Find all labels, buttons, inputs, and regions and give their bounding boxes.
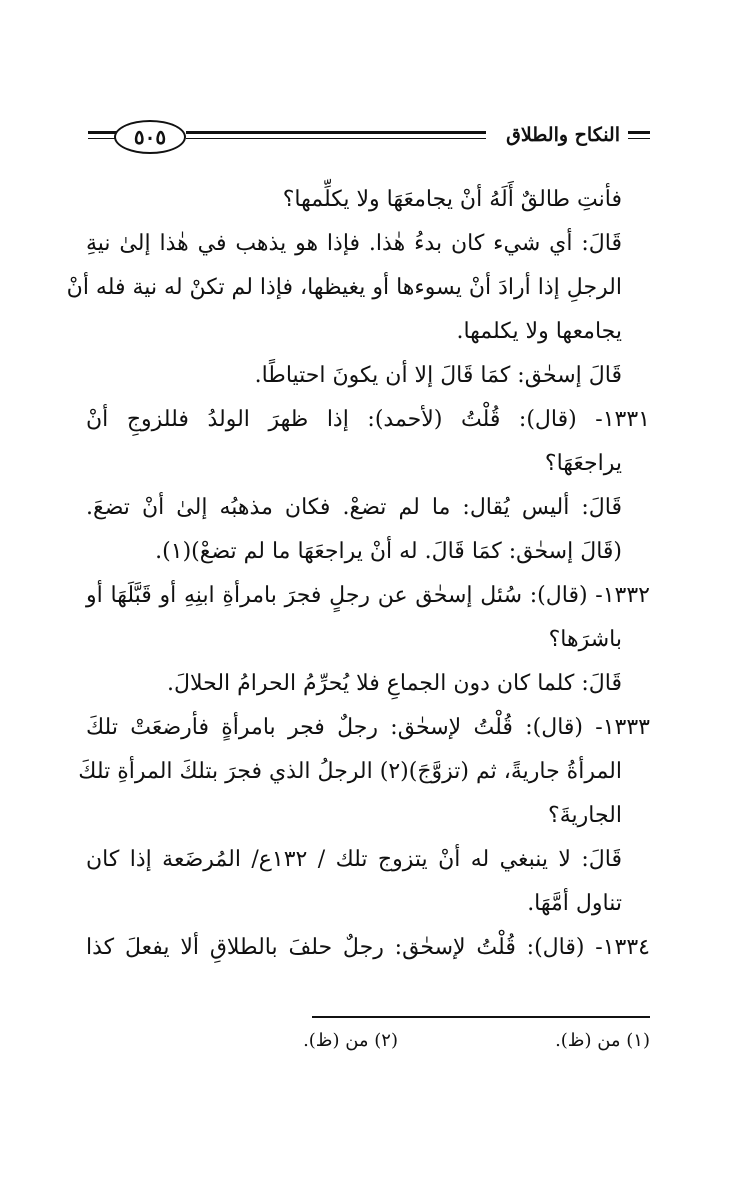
text-line: قَالَ: أليس يُقال: ما لم تضعْ. فكان مذهبُه إلىٰ أنْ تضعَ. bbox=[86, 495, 622, 520]
footnote-separator bbox=[312, 1016, 650, 1018]
text-line: تناول أمَّهَا. bbox=[527, 891, 622, 916]
entry-1334-line: ١٣٣٤- (قال): قُلْتُ لإسحٰق: رجلٌ حلفَ بالطلاقِ ألا يفعلَ كذا bbox=[86, 935, 650, 960]
page-body bbox=[66, 178, 650, 970]
text-line: (قَالَ إسحٰق: كمَا قَالَ. له أنْ يراجعَهَا ما لم تضعْ)(١). bbox=[155, 539, 622, 564]
text-line: المرأةُ جاريةً، ثم (تزوَّجَ)(٢) الرجلُ الذي فجرَ بتلكَ المرأةِ تلكَ bbox=[78, 759, 622, 784]
header-rule-end-thin bbox=[628, 138, 650, 139]
footnote-1: (١) من (ظ). bbox=[555, 1030, 650, 1051]
footnote-2: (٢) من (ظ). bbox=[303, 1030, 398, 1051]
text-line: قَالَ: أي شيء كان بدءُ هٰذا. فإذا هو يذهب في هٰذا إلىٰ نيةِ bbox=[86, 231, 622, 256]
entry-1332-line: ١٣٣٢- (قال): سُئل إسحٰق عن رجلٍ فجرَ بامرأةِ ابنِهِ أو قَبَّلَهَا أو bbox=[86, 583, 650, 608]
header-rule-end bbox=[628, 131, 650, 134]
running-header bbox=[88, 118, 650, 154]
page-number: ٥٠٥ bbox=[114, 120, 186, 154]
entry-1333-line: ١٣٣٣- (قال): قُلْتُ لإسحٰق: رجلٌ فجر بامرأةٍ فأرضعَتْ تلكَ bbox=[86, 715, 650, 740]
text-line: يراجعَهَا؟ bbox=[544, 451, 622, 476]
footnotes bbox=[100, 1030, 650, 1064]
header-rule-right bbox=[186, 131, 486, 134]
text-line: قَالَ: لا ينبغي له أنْ يتزوج تلك / ١٣٢ع/ المُرضَعة إذا كان bbox=[86, 847, 622, 872]
text-line: الرجلِ إذا أرادَ أنْ يسوءها أو يغيظها، فإذا لم تكنْ له نية فله أنْ bbox=[66, 275, 622, 300]
text-line: باشرَها؟ bbox=[548, 627, 622, 652]
header-rule-right-thin bbox=[186, 138, 486, 139]
text-line: قَالَ: كلما كان دون الجماعِ فلا يُحرِّمُ الحرامُ الحلالَ. bbox=[167, 671, 622, 696]
text-line: فأنتِ طالقٌ أَلَهُ أنْ يجامعَهَا ولا يكلِّمها؟ bbox=[282, 187, 622, 212]
header-title: النكاح والطلاق bbox=[506, 124, 620, 146]
text-line: يجامعها ولا يكلمها. bbox=[456, 319, 622, 344]
text-line: قَالَ إسحٰق: كمَا قَالَ إلا أن يكونَ احتياطًا. bbox=[254, 363, 622, 388]
entry-1331-line: ١٣٣١- (قال): قُلْتُ (لأحمد): إذا ظهرَ الولدُ فللزوجِ أنْ bbox=[86, 407, 650, 432]
text-line: الجاريةَ؟ bbox=[548, 803, 622, 828]
